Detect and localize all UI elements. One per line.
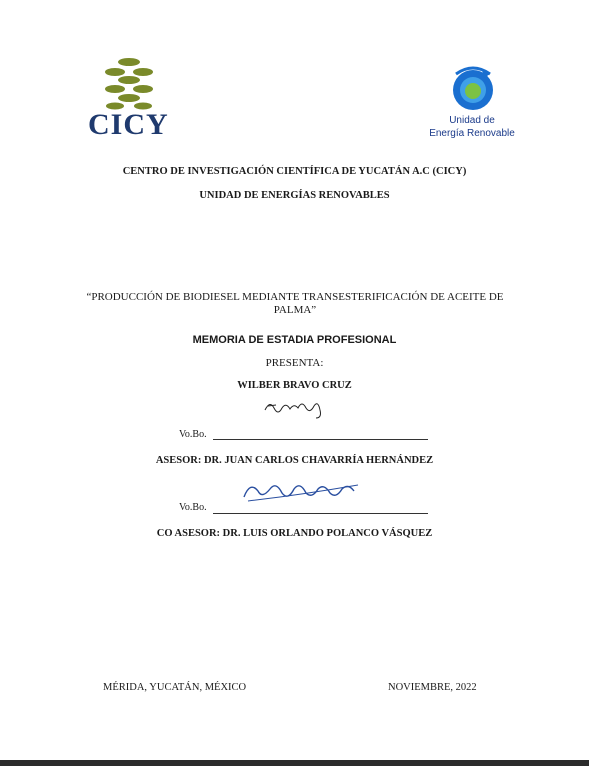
signature-line-2 xyxy=(213,513,428,514)
cicy-logo-icon xyxy=(98,56,160,110)
institution-name: CENTRO DE INVESTIGACIÓN CIENTÍFICA DE YUCATÁN A.C (CICY) xyxy=(122,166,467,177)
logo-text-line1: Unidad de xyxy=(449,115,495,126)
title-line1: “PRODUCCIÓN DE BIODIESEL MEDIANTE TRANSESTERIFICACIÓN DE ACEITE DE xyxy=(86,291,504,303)
author-signature-icon xyxy=(262,396,328,422)
document-title xyxy=(60,291,530,317)
footer-location: MÉRIDA, YUCATÁN, MÉXICO xyxy=(103,682,247,693)
document-type: MEMORIA DE ESTADIA PROFESIONAL xyxy=(192,334,397,346)
footer-date: NOVIEMBRE, 2022 xyxy=(388,682,477,693)
energia-renovable-logo-icon xyxy=(446,64,500,112)
energia-renovable-logo-text xyxy=(412,114,532,140)
author-name: WILBER BRAVO CRUZ xyxy=(237,380,352,391)
cicy-logo-text: CICY xyxy=(88,108,169,141)
asesor-signature-icon xyxy=(240,477,364,507)
logo-text-line2: Energía Renovable xyxy=(429,128,515,139)
title-line2: PALMA” xyxy=(273,304,317,316)
unit-name: UNIDAD DE ENERGÍAS RENOVABLES xyxy=(199,190,390,201)
bottom-border xyxy=(0,760,589,766)
co-asesor-name: CO ASESOR: DR. LUIS ORLANDO POLANCO VÁSQUEZ xyxy=(156,528,433,539)
signature-line-1 xyxy=(213,439,428,440)
vobo-label-2: Vo.Bo. xyxy=(179,502,207,513)
presenta-label: PRESENTA: xyxy=(265,357,324,369)
asesor-name: ASESOR: DR. JUAN CARLOS CHAVARRÍA HERNÁNDEZ xyxy=(155,455,434,466)
vobo-label-1: Vo.Bo. xyxy=(179,429,207,440)
